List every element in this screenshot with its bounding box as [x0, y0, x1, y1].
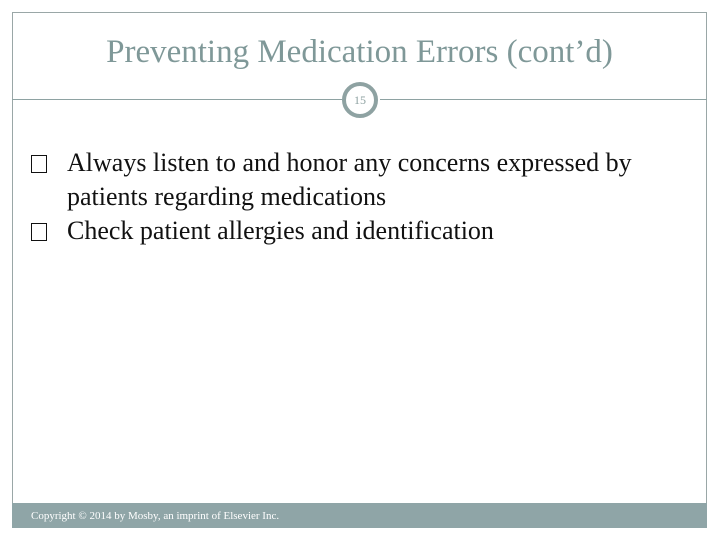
bullet-list: [31, 146, 681, 248]
slide-title: Preventing Medication Errors (cont’d): [106, 34, 613, 70]
title-divider-right: [380, 99, 707, 100]
square-bullet-icon: [31, 155, 47, 173]
bullet-item: [31, 214, 681, 248]
square-bullet-icon: [31, 223, 47, 241]
bullet-text: Always listen to and honor any concerns expressed by patients regarding medications: [67, 148, 632, 211]
copyright-footer: Copyright © 2014 by Mosby, an imprint of Elsevier Inc.: [31, 510, 280, 522]
bullet-text: Check patient allergies and identification: [67, 216, 494, 245]
bullet-item: [31, 146, 681, 214]
title-divider-left: [12, 99, 342, 100]
page-number-badge: 15: [342, 82, 378, 118]
